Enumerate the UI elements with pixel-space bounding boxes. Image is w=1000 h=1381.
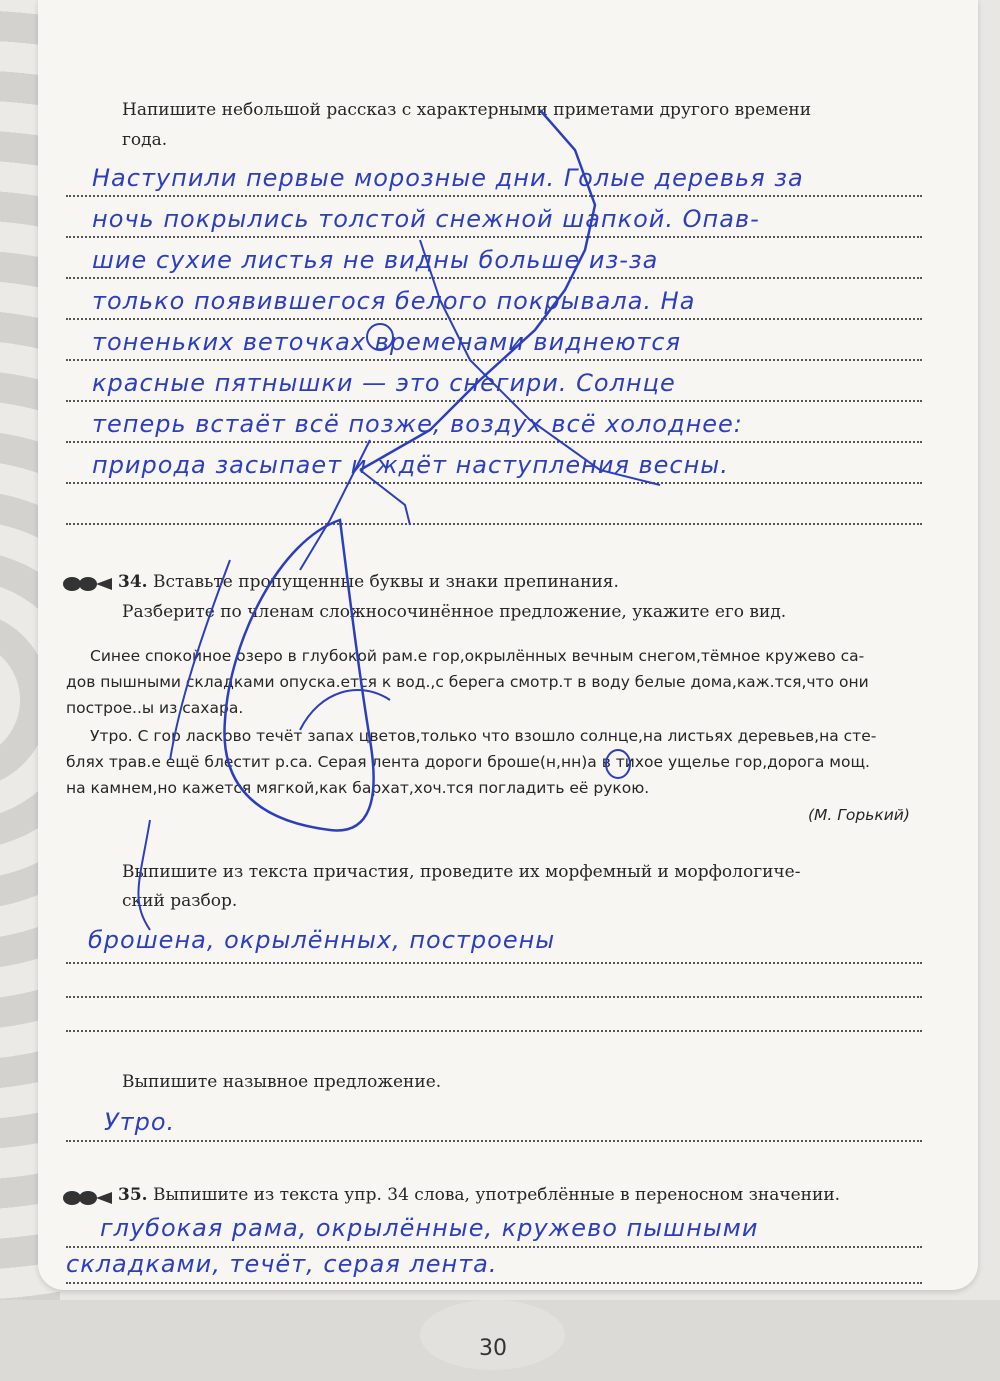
ex35-answer-line2: складками, течёт, серая лента. (66, 1250, 498, 1278)
exercise-35-title: Выпишите из текста упр. 34 слова, употреблённые в переносном значении. (152, 1185, 841, 1205)
handwritten-line: тоненьких веточках временами виднеются (92, 328, 682, 356)
exercise-34-title: Вставьте пропущенные буквы и знаки препинания. (152, 572, 619, 592)
handwritten-line: природа засыпает и ждёт наступления весны. (92, 451, 729, 479)
ex34-text-line: Синее спокойное озеро в глубокой рам.е гор,окрылённых вечным снегом,тёмное кружево са- (90, 647, 865, 665)
ex34-author: (М. Горький) (808, 806, 910, 824)
ex34-text-line: на камнем,но кажется мягкой,как бархат,хоч.тся погладить её рукою. (66, 779, 650, 797)
exercise-35-number: 35. (118, 1185, 148, 1205)
handwritten-line: Наступили первые морозные дни. Голые деревья за (92, 164, 804, 192)
ex34-task2-line2: ский разбор. (122, 891, 238, 911)
handwritten-line: теперь встаёт всё позже, воздух всё холоднее: (92, 410, 743, 438)
handwritten-line: ночь покрылись толстой снежной шапкой. Опав- (92, 205, 760, 233)
ex34-task3: Выпишите назывное предложение. (122, 1072, 442, 1092)
handwritten-line: только появившегося белого покрывала. На (92, 287, 696, 315)
handwritten-line: шие сухие листья не видны больше из-за (92, 246, 659, 274)
ex35-answer-line1: глубокая рама, окрылённые, кружево пышными (100, 1214, 759, 1242)
page-number: 30 (479, 1336, 507, 1361)
ex34-task2-line1: Выпишите из текста причастия, проведите их морфемный и морфологиче- (122, 862, 801, 882)
ex34-text-line: Утро. С гор ласково течёт запах цветов,только что взошло солнце,на листьях деревьев,на сте- (90, 727, 877, 745)
exercise-34-subtitle: Разберите по членам сложносочинённое предложение, укажите его вид. (122, 602, 787, 622)
ex34-text-line: дов пышными складками опуска.ется к вод.,с берега смотр.т в воду белые дома,каж.тся,что они (66, 673, 869, 691)
handwritten-line: красные пятнышки — это снегири. Солнце (92, 369, 676, 397)
story-prompt-line2: года. (122, 130, 168, 150)
ex34-task3-answer: Утро. (104, 1108, 176, 1136)
ex34-task2-answer: брошена, окрылённых, построены (88, 926, 556, 954)
ex34-text-line: построе..ы из сахара. (66, 699, 244, 717)
story-prompt-line1: Напишите небольшой рассказ с характерными приметами другого времени (122, 100, 812, 120)
exercise-34-number: 34. (118, 572, 148, 592)
ex34-text-line: блях трав.е ещё блестит р.са. Серая лента дороги броше(н,нн)а в тихое ущелье гор,дорога мощ. (66, 753, 870, 771)
